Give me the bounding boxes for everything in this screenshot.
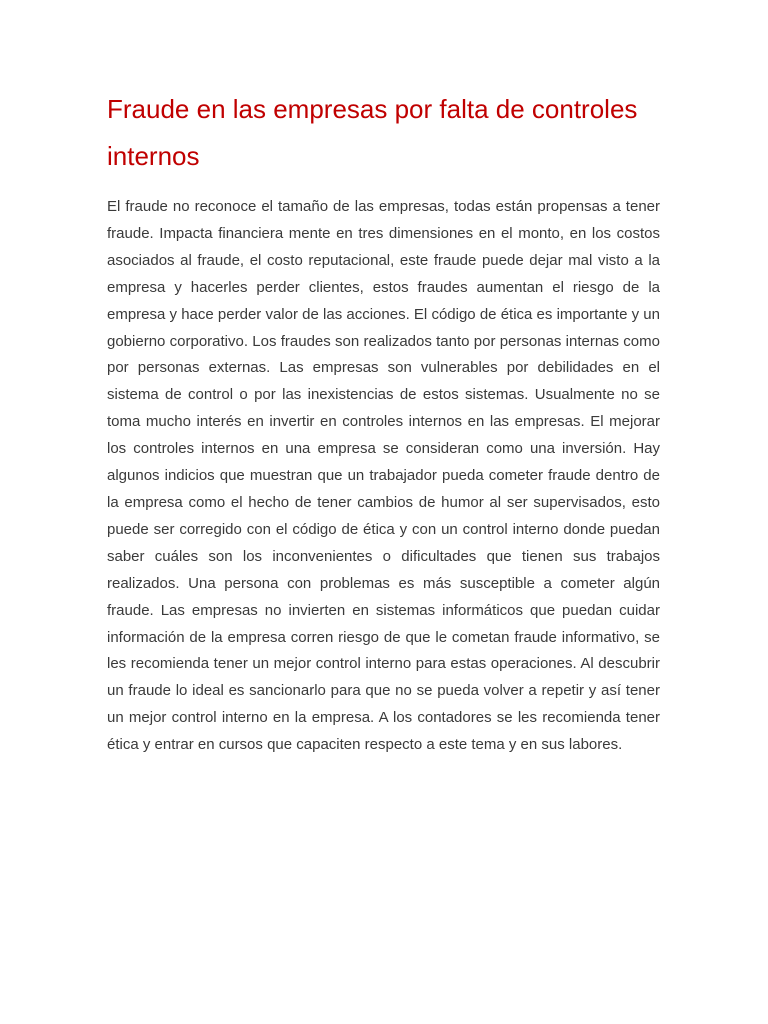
document-title: Fraude en las empresas por falta de controles internos <box>107 94 638 171</box>
document-body-paragraph: El fraude no reconoce el tamaño de las empresas, todas están propensas a tener fraude. Impacta financiera mente en tres dimensiones en el monto, en los costos asociados al fraude, el costo reputacional, este fraude puede dejar mal visto a la empresa y hacerles perder clientes, estos fraudes aumentan el riesgo de la empresa y hace perder valor de las acciones. El código de ética es importante y un gobierno corporativo. Los fraudes son realizados tanto por personas internas como por personas externas. Las empresas son vulnerables por debilidades en el sistema de control o por las inexistencias de estos sistemas. Usualmente no se toma mucho interés en invertir en controles internos en las empresas. El mejorar los controles internos en una empresa se consideran como una inversión. Hay algunos indicios que muestran que un trabajador pueda cometer fraude dentro de la empresa como el hecho de tener cambios de humor al ser supervisados, esto puede ser corregido con el código de ética y con un control interno donde puedan saber cuáles son los inconvenientes o dificultades que tienen sus trabajos realizados. Una persona con problemas es más susceptible a cometer algún fraude. Las empresas no invierten en sistemas informáticos que puedan cuidar información de la empresa corren riesgo de que le cometan fraude informativo, se les recomienda tener un mejor control interno para estas operaciones. Al descubrir un fraude lo ideal es sancionarlo para que no se pueda volver a repetir y así tener un mejor control interno en la empresa. A los contadores se les recomienda tener ética y entrar en cursos que capaciten respecto a este tema y en sus labores. <box>107 198 660 754</box>
document-page <box>107 86 660 759</box>
